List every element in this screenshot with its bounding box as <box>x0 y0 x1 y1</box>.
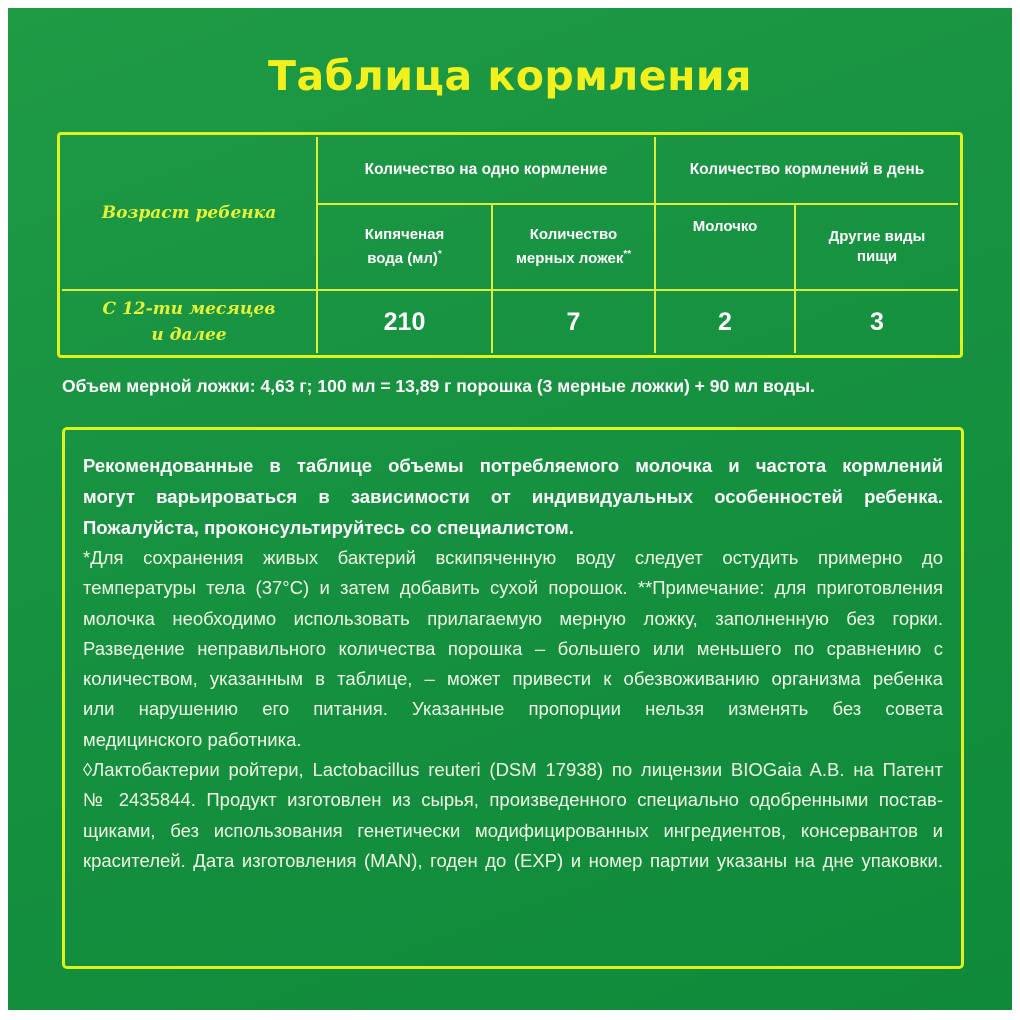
milk-value: 2 <box>655 290 795 353</box>
notes-content <box>83 450 943 876</box>
age-value-line2: и далее <box>151 325 227 345</box>
water-value: 210 <box>317 290 492 353</box>
spoons-header <box>492 204 655 290</box>
spoons-value: 7 <box>492 290 655 353</box>
table-header-row <box>62 137 958 204</box>
spoons-header-line2: мерных ложек <box>515 250 624 267</box>
per-day-header: Количество кормлений в день <box>655 137 958 204</box>
other-food-header-line2: пищи <box>856 248 898 265</box>
notes-line: Разведение неправильного количества порошка – большего или меньшего по сравнению с <box>83 637 943 659</box>
notes-line: ◊Лактобактерии ройтери, Lactobacillus reuteri (DSM 17938) по лицензии BIOGaia A.B. на Патент <box>83 759 943 781</box>
other-food-header-line1: Другие виды <box>828 228 926 245</box>
other-food-header <box>795 204 958 290</box>
age-value <box>62 290 317 353</box>
water-header-line1: Кипяченая <box>364 226 445 243</box>
notes-line: или нарушению его питания. Указанные пропорции нельзя изменять без совета <box>83 698 943 720</box>
per-feeding-header: Количество на одно кормление <box>317 137 655 204</box>
recommendation-line: Рекомендованные в таблице объемы потребляемого молочка и частота кормлений <box>83 455 943 476</box>
notes-line: красителей. Дата изготовления (MAN), годен до (EXP) и номер партии указаны на дне упаковки. <box>83 849 943 871</box>
feeding-table <box>62 137 958 353</box>
milk-header: Молочко <box>655 204 795 290</box>
page-title: Таблица кормления <box>268 52 752 100</box>
notes-line: *Для сохранения живых бактерий вскипяченную воду следует остудить примерно до <box>83 547 943 568</box>
water-footnote-mark: * <box>437 249 442 260</box>
notes-line: медицинского работника. <box>83 728 302 750</box>
recommendation-paragraph <box>83 450 943 543</box>
recommendation-line: Пожалуйста, проконсультируйтесь со специалистом. <box>83 517 574 538</box>
notes-paragraph <box>83 543 943 876</box>
notes-line: № 2435844. Продукт изготовлен из сырья, произведенного специально одобренными постав- <box>83 789 943 811</box>
spoons-header-line1: Количество <box>529 226 618 243</box>
age-value-line1: С 12-ти месяцев <box>102 299 276 319</box>
recommendation-line: могут варьироваться в зависимости от индивидуальных особенностей ребенка. <box>83 486 943 507</box>
spoons-footnote-mark: ** <box>623 249 632 260</box>
water-header-line2: вода (мл) <box>367 250 438 267</box>
age-header: Возраст ребенка <box>62 137 317 290</box>
notes-line: количеством, указанным в таблице, – может привести к обезвоживанию организма ребенка <box>83 668 943 690</box>
scoop-note: Объем мерной ложки: 4,63 г; 100 мл = 13,89 г порошка (3 мерные ложки) + 90 мл воды. <box>62 376 815 396</box>
notes-line: щиками, без использования генетически модифицированных ингредиентов, консервантов и <box>83 819 943 841</box>
table-row <box>62 290 958 353</box>
notes-line: молочка необходимо использовать прилагаемую мерную ложку, заполненную без горки. <box>83 607 943 629</box>
other-food-value: 3 <box>795 290 958 353</box>
notes-line: температуры тела (37°С) и затем добавить сухой порошок. **Примечание: для приготовления <box>83 577 943 599</box>
water-header <box>317 204 492 290</box>
